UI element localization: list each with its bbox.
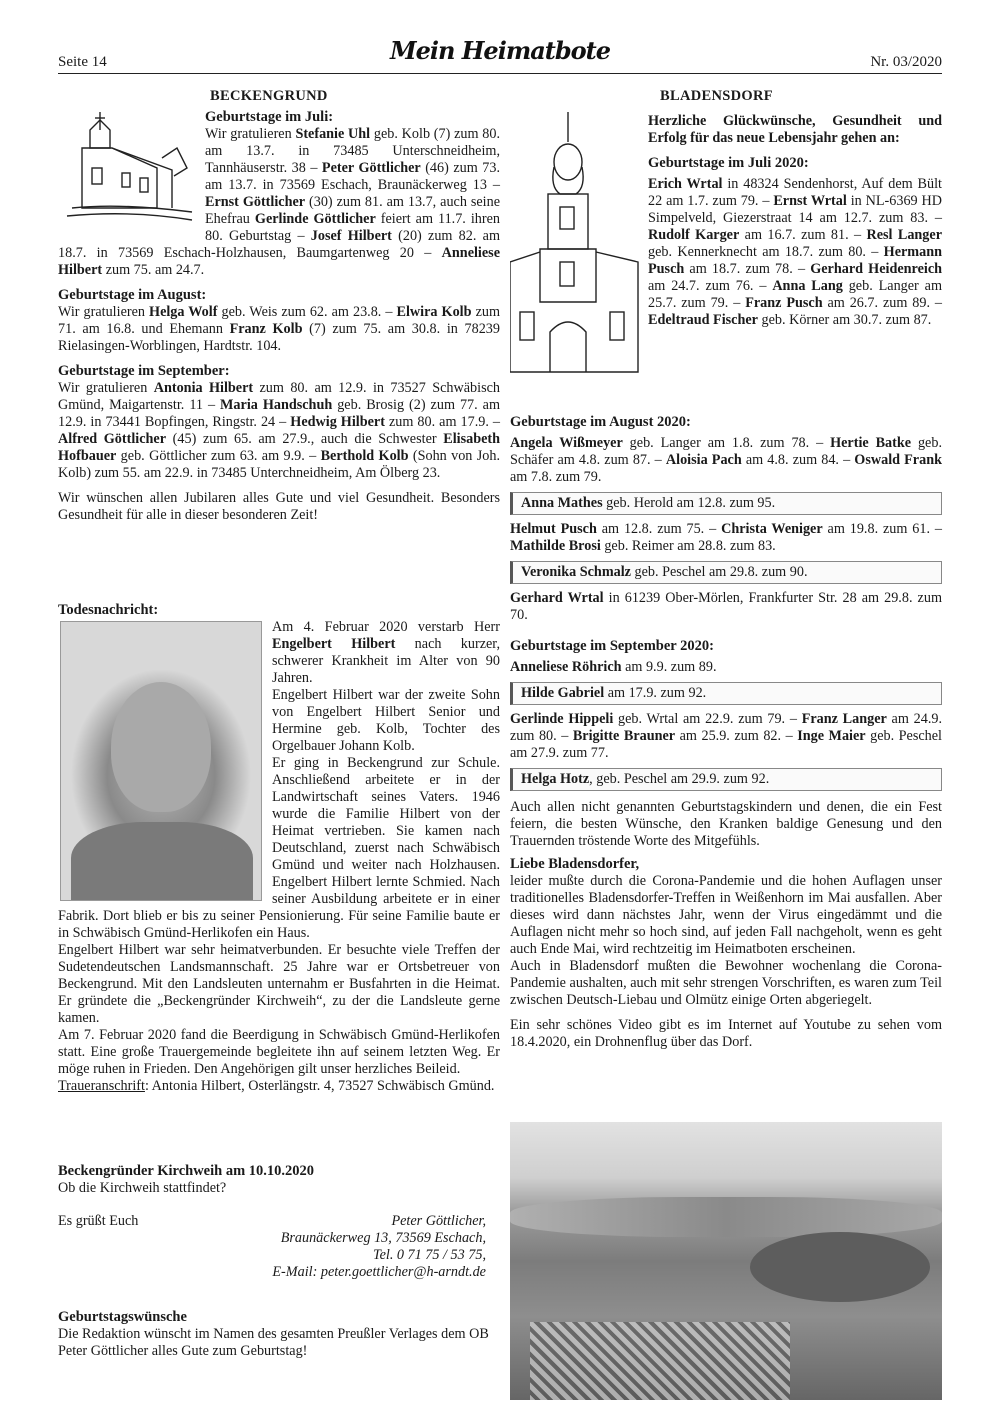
obituary-paragraph: Engelbert Hilbert war der zweite Sohn von Engelbert Hilbert Senior und Hermine geb. Kolb, Tochter des Orgelbauer Johann Kolb. — [272, 687, 500, 754]
text-run: nach kurzer, schwerer Krankheit im Alter von 90 Jahren. — [272, 636, 500, 686]
person-name: Maria Handschuh — [220, 397, 333, 413]
text-run: am 7.8. zum 79. — [510, 469, 602, 485]
text-run: zum 71. am 16.8. und Ehemann — [58, 304, 500, 337]
text-run: geb. Göttlicher zum 63. am 9.9. – — [116, 448, 321, 464]
text-run: (46) zum 73. am 13.7. in 73569 Eschach, Braunäckerweg 13 – — [205, 160, 500, 193]
letter-paragraph: Ein sehr schönes Video gibt es im Internet auf Youtube zu sehen vom 18.4.2020, ein Drohnenflug über das Dorf. — [510, 1017, 942, 1050]
signature-street: Braunäckerweg 13, 73569 Eschach, — [280, 1230, 486, 1246]
signature-phone: Tel. 0 71 75 / 53 75, — [373, 1247, 486, 1263]
text-run: (Sohn von Joh. Kolb) zum 55. am 22.9. in 73485 Unterchneidheim, Am Ölberg 23. — [58, 448, 501, 481]
person-name: Rudolf Karger — [648, 227, 740, 243]
text-run: am 18.7. zum 78. – — [684, 261, 811, 277]
text-run: am 9.9. zum 89. — [621, 659, 717, 675]
text-run: am 16.7. zum 81. – — [739, 227, 867, 243]
heading-july: Geburtstage im Juli 2020: — [648, 155, 809, 171]
person-name: Engelbert Hilbert — [272, 636, 396, 652]
person-name: Alfred Göttlicher — [58, 431, 167, 447]
text-run: (7) zum 75. am 30.8. in 78239 Rielasingen-Worblingen, Hardtstr. 104. — [58, 321, 500, 354]
text-run: am 17.9. zum 92. — [604, 685, 707, 701]
text-run: geb. Schäfer am 4.8. zum 87. – — [510, 435, 942, 468]
kirchweih-heading: Beckengründer Kirchweih am 10.10.2020 — [58, 1163, 315, 1179]
text-run: am 4.8. zum 84. – — [741, 452, 855, 468]
person-name: Gerhard Wrtal — [510, 590, 604, 606]
person-name: Inge Maier — [797, 728, 866, 744]
person-name: Franz Pusch — [745, 295, 823, 311]
text-run: geb. Herold am 12.8. zum 95. — [602, 495, 776, 511]
august-birthdays — [510, 435, 942, 486]
text-run: geb. Kolb (7) zum 80. am 13.7. in 73485 Unterschneidheim, Tannhäuserstr. 38 – — [205, 126, 500, 176]
wishes-text: Wir wünschen allen Jubilaren alles Gute und viel Gesundheit. Besonders Gesundheit für alle in dieser besonderen Zeit! — [58, 490, 500, 523]
text-run: geb. Weis zum 62. am 23.8. – — [217, 304, 397, 320]
text-run: Am 4. Februar 2020 verstarb Herr — [272, 619, 500, 635]
text-run: feiert am 11.7. ihren 80. Geburtstag – — [205, 211, 500, 244]
section-title: BECKENGRUND — [210, 88, 328, 104]
text-run: geb. Langer am 25.7. zum 79. – — [648, 278, 942, 311]
text-run: geb. Körner am 30.7. zum 87. — [757, 312, 932, 328]
aerial-village-photo — [510, 1122, 942, 1400]
september-birthdays — [510, 711, 942, 762]
text-run: geb. Reimer am 28.8. zum 83. — [600, 538, 776, 554]
letter-paragraph: Auch in Bladensdorf mußten die Bewohner wochenlang die Corona-Pandemie aushalten, auch mit sehr strengen Vorschriften, es waren zum Teil zwischen Deutsch-Liebau und Olmütz einige Orten abgeriegelt. — [510, 958, 942, 1008]
text-run: (45) zum 65. am 27.9., auch die Schwester — [166, 431, 444, 447]
text-run: geb. Langer am 1.8. zum 78. – — [622, 435, 831, 451]
text-run: Wir gratulieren — [205, 126, 296, 142]
obituary-paragraph: Er ging in Beckengrund zur Schule. Anschließend arbeitete er in der Landwirtschaft seines Vaters. 1946 wurde die Familie Hilbert von der Heimat vertrieben. Sie kamen nach Deutschland, zuerst nach Schwäbisch Gmünd und weiter nach Holzhausen. Engelbert Hilbert lernte Schmied. Nach seiner Ausbildung arbeitete er in einer Fabrik. Dort blieb er bis zu seiner Pensionierung. Für seine Familie baute er in Schwäbisch Gmünd-Herlikofen ein Haus. — [58, 755, 500, 941]
heading-august: Geburtstage im August: — [58, 287, 207, 303]
person-name: Anna Lang — [772, 278, 843, 294]
person-name: Mathilde Brosi — [510, 538, 601, 554]
person-name: Franz Kolb — [229, 321, 303, 337]
text-run: (30) zum 81. am 13.7, auch seine Ehefrau — [205, 194, 501, 227]
kirchweih-text: Ob die Kirchweih stattfindet? — [58, 1180, 227, 1196]
person-name: Ernst Göttlicher — [205, 194, 306, 210]
intro-text: Herzliche Glückwünsche, Gesundheit und Erfolg für das neue Lebensjahr gehen an: — [648, 113, 942, 146]
person-name: Aloisia Pach — [665, 452, 742, 468]
august-birthdays — [510, 590, 942, 624]
text-run: geb. Peschel am 29.8. zum 90. — [630, 564, 808, 580]
text-run: geb. Kennerknecht am 18.7. zum 80. – — [648, 244, 884, 260]
highlight-box — [510, 492, 942, 515]
person-name: Ernst Wrtal — [773, 193, 847, 209]
highlight-box — [510, 682, 942, 705]
birthday-wish-text: Die Redaktion wünscht im Namen des gesamten Preußler Verlages dem OB Peter Göttlicher alles Gute zum Geburtstag! — [58, 1326, 489, 1359]
text-run: Wir gratulieren — [58, 304, 150, 320]
person-name: Anna Mathes — [521, 495, 603, 511]
signature-block — [58, 1213, 500, 1283]
person-name: Hertie Batke — [830, 435, 912, 451]
person-name: Anneliese Röhrich — [510, 659, 622, 675]
person-name: Stefanie Uhl — [295, 126, 371, 142]
text-run: in 48324 Sendenhorst, Auf dem Bült 22 am 1.7. zum 79. – — [648, 176, 942, 209]
person-name: Angela Wißmeyer — [510, 435, 623, 451]
birthday-wish-heading: Geburtstagswünsche — [58, 1309, 187, 1325]
person-name: Christa Weniger — [721, 521, 823, 537]
text-run: am 25.9. zum 82. – — [675, 728, 798, 744]
person-name: Brigitte Brauner — [572, 728, 676, 744]
person-name: Edeltraud Fischer — [648, 312, 758, 328]
text-run: am 26.7. zum 89. – — [822, 295, 942, 311]
text-run: zum 80. am 12.9. in 73527 Schwäbisch Gmünd, Maigartenstr. 11 – — [58, 380, 500, 413]
text-run: zum 75. am 24.7. — [102, 262, 205, 278]
text-run: am 24.7. zum 76. – — [648, 278, 773, 294]
person-name: Hermann Pusch — [648, 244, 942, 277]
church-drawing-icon — [62, 108, 197, 226]
highlight-box — [510, 561, 942, 584]
person-name: Antonia Hilbert — [153, 380, 254, 396]
person-name: Hilde Gabriel — [521, 685, 605, 701]
beckengrund-section — [58, 88, 500, 524]
person-name: Anneliese Hilbert — [58, 245, 500, 278]
text-run: (20) zum 82. am 18.7. in 73569 Eschach-Holzhausen, Baumgartenweg 20 – — [58, 228, 500, 261]
august-birthdays — [510, 521, 942, 555]
text-run: geb. Brosig (2) zum 77. am 12.9. in 73441 Bopfingen, Ringstr. 24 – — [58, 397, 501, 430]
heading-september: Geburtstage im September: — [58, 363, 230, 379]
person-name: Franz Langer — [801, 711, 887, 727]
letter-salutation: Liebe Bladensdorfer, — [510, 856, 640, 872]
person-name: Elisabeth Hofbauer — [58, 431, 500, 464]
text-run: geb. Peschel am 27.9. zum 77. — [510, 728, 943, 761]
bladensdorf-section — [510, 88, 942, 378]
obituary-paragraph: Engelbert Hilbert war sehr heimatverbunden. Er besuchte viele Treffen der Sudetendeutschen Landsmannschaft. 25 Jahre war er Ortsbetreuer von Beckengrund. Mit den Landsleuten unternahm er Busfahrten in die Heimat. Er gründete die „Beckengründer Kirchweih“, zu der die Landsleute gerne kamen. — [58, 942, 500, 1026]
text-run: am 19.8. zum 61. – — [822, 521, 942, 537]
person-name: Resl Langer — [866, 227, 942, 243]
general-wishes: Auch allen nicht genannten Geburtstagskindern und denen, die ein Fest feiern, die besten Wünsche, den Kranken baldige Genesung und den Trauernden tröstende Worte des Mitgefühls. — [510, 799, 942, 849]
person-name: Josef Hilbert — [310, 228, 392, 244]
highlight-box — [510, 768, 942, 791]
church-tower-drawing-icon — [510, 112, 640, 374]
bladensdorf-august-september — [510, 406, 942, 1051]
address-label: Traueranschrift — [58, 1078, 145, 1094]
signature-name: Peter Göttlicher, — [391, 1213, 486, 1229]
kirchweih-section — [58, 1163, 500, 1360]
september-birthdays — [58, 380, 500, 482]
text-run: , geb. Peschel am 29.9. zum 92. — [589, 771, 770, 787]
portrait-photo — [60, 621, 262, 901]
person-name: Erich Wrtal — [648, 176, 723, 192]
person-name: Helga Wolf — [149, 304, 218, 320]
text-run: geb. Wrtal am 22.9. zum 79. – — [613, 711, 802, 727]
text-run: zum 80. am 17.9. – — [384, 414, 500, 430]
august-birthdays — [58, 304, 500, 355]
person-name: Oswald Frank — [854, 452, 942, 468]
obituary-heading: Todesnachricht: — [58, 602, 159, 618]
heading-august: Geburtstage im August 2020: — [510, 414, 691, 430]
obituary-paragraph: Am 7. Februar 2020 fand die Beerdigung in Schwäbisch Gmünd-Herlikofen statt. Eine große Trauergemeinde begleitete ihn auf seinem letzten Weg. Er möge ruhen in Frieden. Den Angehörigen gilt unser herzliches Beileid. — [58, 1027, 500, 1077]
masthead-logo: Mein Heimatbote — [390, 36, 610, 65]
heading-september: Geburtstage im September 2020: — [510, 638, 714, 654]
person-name: Gerhard Heidenreich — [810, 261, 943, 277]
section-title: BLADENSDORF — [660, 88, 773, 104]
september-birthdays — [510, 659, 942, 676]
person-name: Helmut Pusch — [510, 521, 597, 537]
person-name: Helga Hotz — [521, 771, 590, 787]
person-name: Peter Göttlicher — [321, 160, 421, 176]
page-header — [58, 36, 942, 74]
letter-paragraph: leider mußte durch die Corona-Pandemie und die hohen Auflagen unser traditionelles Bladensdorfer-Treffen in Weißenhorn im Mai ausfallen. Aber dieses wird dann nächstes Jahr, wenn der Virus eingedämmt und die Auflagen nicht mehr so hoch sind, auf jeden Fall nachgeholt, wenn es geht auch Ende Mai, wird rechtzeitig im Heimatboten erscheinen. — [510, 873, 942, 957]
person-name: Gerlinde Hippeli — [510, 711, 614, 727]
text-run: in NL-6369 HD Simpelveld, Giezerstraat 14 am 12.7. zum 83. – — [648, 193, 942, 226]
page-number: Seite 14 — [58, 54, 107, 70]
text-run: in 61239 Ober-Mörlen, Frankfurter Str. 28 am 29.8. zum 70. — [510, 590, 942, 623]
person-name: Hedwig Hilbert — [290, 414, 385, 430]
text-run: Wir gratulieren — [58, 380, 154, 396]
signature-email[interactable]: E-Mail: peter.goettlicher@h-arndt.de — [272, 1264, 486, 1280]
person-name: Elwira Kolb — [396, 304, 472, 320]
person-name: Berthold Kolb — [320, 448, 409, 464]
text-run: am 12.8. zum 75. – — [596, 521, 722, 537]
text-run: am 24.9. zum 80. – — [510, 711, 943, 744]
obituary-section — [58, 594, 500, 1095]
person-name: Gerlinde Göttlicher — [254, 211, 376, 227]
heading-july: Geburtstage im Juli: — [205, 109, 334, 125]
mourning-address: Traueranschrift: Antonia Hilbert, Osterlängstr. 4, 73527 Schwäbisch Gmünd. — [58, 1078, 495, 1094]
person-name: Veronika Schmalz — [521, 564, 631, 580]
issue-number: Nr. 03/2020 — [870, 54, 942, 70]
greeting: Es grüßt Euch — [58, 1213, 139, 1229]
